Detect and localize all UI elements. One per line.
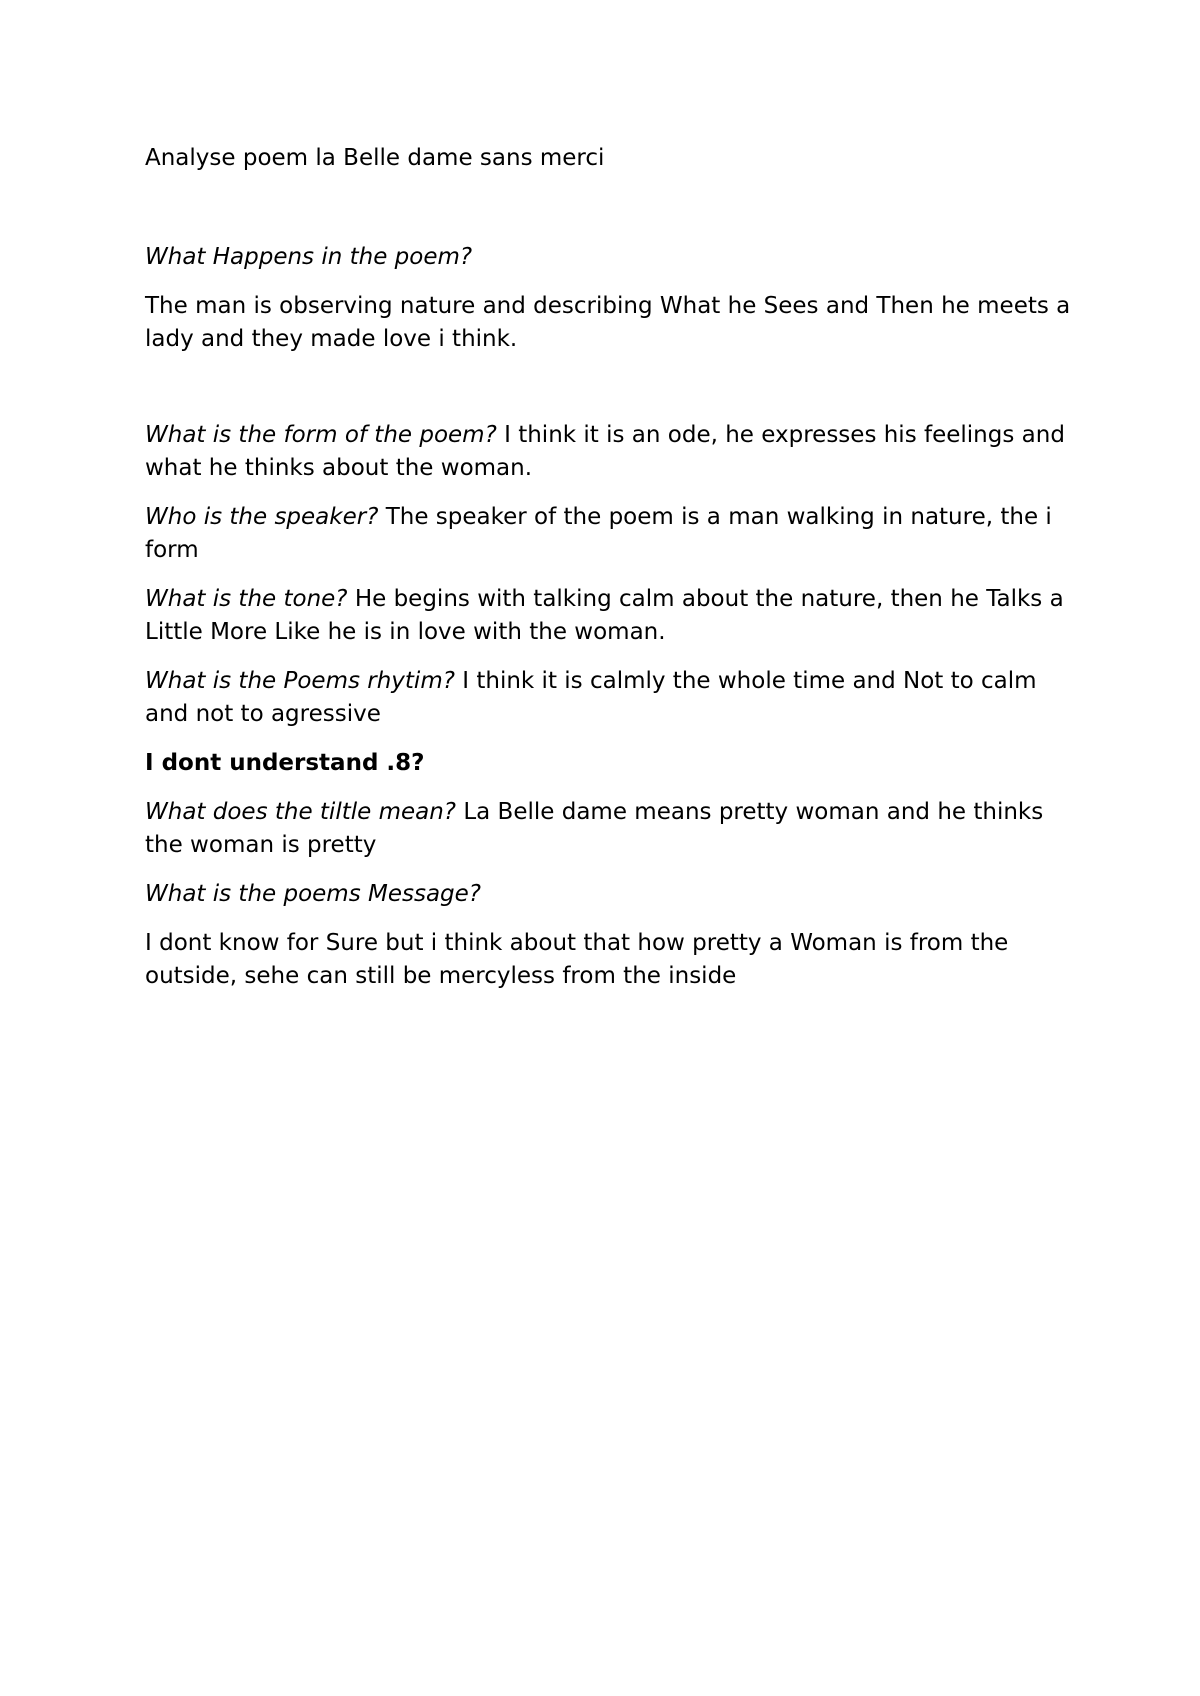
bold-note-text: I dont understand .8? (145, 750, 425, 776)
answer-text: He begins with talking calm about the nature, then he Talks a Little More Like he is in love with the woman. (145, 586, 1064, 645)
question-text: What is the poems Message? (145, 881, 482, 907)
paragraph-bold-note (145, 747, 1085, 780)
document-title: Analyse poem la Belle dame sans merci (145, 145, 605, 171)
question-text: What is the form of the poem? (145, 422, 497, 448)
question-what-happens (145, 241, 1085, 274)
paragraph-speaker (145, 501, 1085, 567)
answer-text: La Belle dame means pretty woman and he thinks the woman is pretty (145, 799, 1044, 858)
paragraph-rhythm (145, 665, 1085, 731)
answer-text: The man is observing nature and describing What he Sees and Then he meets a lady and they made love i think. (145, 293, 1071, 352)
question-text: Who is the speaker? (145, 504, 379, 530)
question-text: What Happens in the poem? (145, 244, 473, 270)
question-text: What is the Poems rhytim? (145, 668, 455, 694)
answer-text: I dont know for Sure but i think about that how pretty a Woman is from the outside, sehe can still be mercyless from the inside (145, 930, 1009, 989)
paragraph-title-meaning (145, 796, 1085, 862)
answer-message (145, 927, 1085, 993)
question-message (145, 878, 1085, 911)
paragraph-tone (145, 583, 1085, 649)
answer-text: The speaker of the poem is a man walking in nature, the i form (145, 504, 1052, 563)
answer-text: I think it is calmly the whole time and Not to calm and not to agressive (145, 668, 1037, 727)
answer-what-happens (145, 290, 1085, 356)
answer-text: I think it is an ode, he expresses his feelings and what he thinks about the woman. (145, 422, 1065, 481)
paragraph-form (145, 419, 1085, 485)
question-text: What is the tone? (145, 586, 348, 612)
question-text: What does the tiltle mean? (145, 799, 457, 825)
document-body (145, 142, 1085, 1009)
